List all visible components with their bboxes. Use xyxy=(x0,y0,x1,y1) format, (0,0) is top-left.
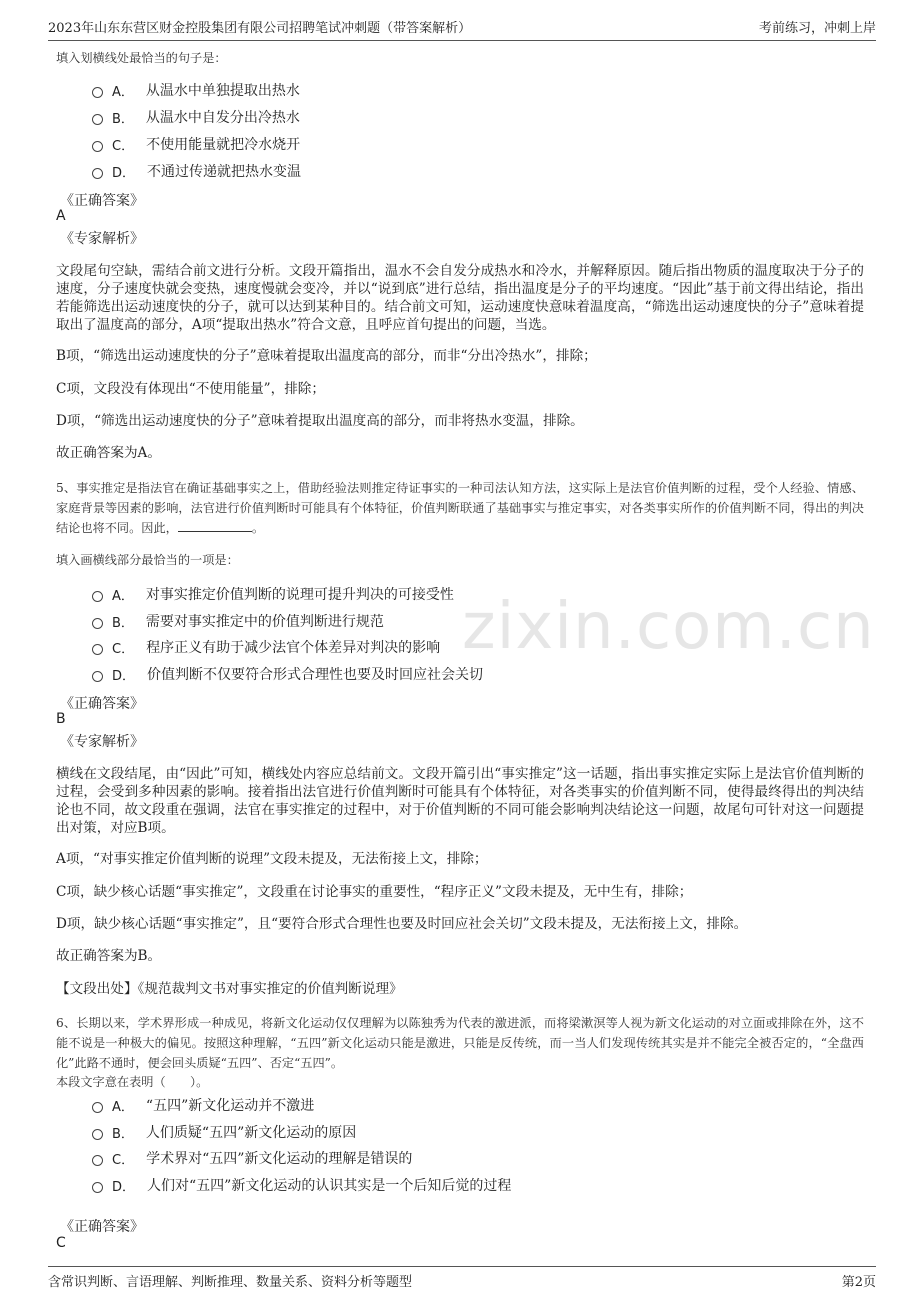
q5-prompt: 填入画横线部分最恰当的一项是： xyxy=(56,553,239,567)
radio-icon[interactable] xyxy=(92,618,103,629)
q6-option-c[interactable]: C． 学术界对“五四”新文化运动的理解是错误的 xyxy=(92,1148,412,1168)
q4-option-b[interactable]: B． 从温水中自发分出冷热水 xyxy=(92,107,300,127)
radio-icon[interactable] xyxy=(92,114,103,125)
page-footer xyxy=(48,1266,876,1290)
q6-option-b[interactable]: B． 人们质疑“五四”新文化运动的原因 xyxy=(92,1122,356,1142)
radio-icon[interactable] xyxy=(92,591,103,602)
q5-analysis-p1: 横线在文段结尾，由“因此”可知，横线处内容应总结前文。文段开篇引出“事实推定”这一话题，指出事实推定实际上是法官价值判断的过程，会受到多种因素的影响。接着指出法官进行价值判断时可能具有个体特征，对各类事实的价值判断不同，使得最终得出的判决结论也不同，故文段重在强调，法官在事实推定的过程中，对于价值判断的不同可能会影响判决结论这一问题，故尾句可针对这一问题提出对策，对应B项。 xyxy=(56,766,864,836)
q5-analysis-p2: A项，“对事实推定价值判断的说理”文段未提及，无法衔接上文，排除； xyxy=(56,851,488,867)
q6-option-d[interactable]: D． 人们对“五四”新文化运动的认识其实是一个后知后觉的过程 xyxy=(92,1175,511,1195)
q5-source: 【文段出处】《规范裁判文书对事实推定的价值判断说理》 xyxy=(56,981,403,997)
q4-option-d[interactable]: D． 不通过传递就把热水变温 xyxy=(92,161,301,181)
radio-icon[interactable] xyxy=(92,1102,103,1113)
q5-option-b[interactable]: B． 需要对事实推定中的价值判断进行规范 xyxy=(92,611,384,631)
q6-answer: C xyxy=(56,1235,66,1251)
q5-analysis-p4: D项，缺少核心话题“事实推定”，且“要符合形式合理性也要及时回应社会关切”文段未提及，无法衔接上文，排除。 xyxy=(56,916,748,932)
radio-icon[interactable] xyxy=(92,1129,103,1140)
q5-option-d[interactable]: D． 价值判断不仅要符合形式合理性也要及时回应社会关切 xyxy=(92,664,483,684)
radio-icon[interactable] xyxy=(92,1155,103,1166)
q5-answer: B xyxy=(56,711,66,727)
q5-analysis-p5: 故正确答案为B。 xyxy=(56,948,162,964)
footer-description: 含常识判断、言语理解、判断推理、数量关系、资料分析等题型 xyxy=(48,1275,413,1290)
radio-icon[interactable] xyxy=(92,87,103,98)
watermark: zixin.com.cn xyxy=(462,590,875,664)
answer-blank xyxy=(178,531,252,532)
radio-icon[interactable] xyxy=(92,671,103,682)
q4-option-a[interactable]: A． 从温水中单独提取出热水 xyxy=(92,80,300,100)
q4-answer-label: 《正确答案》 xyxy=(60,193,144,209)
q5-answer-label: 《正确答案》 xyxy=(60,696,144,712)
q5-analysis-label: 《专家解析》 xyxy=(60,734,144,750)
radio-icon[interactable] xyxy=(92,141,103,152)
q4-answer: A xyxy=(56,208,66,224)
q4-analysis-p3: C项，文段没有体现出“不使用能量”，排除； xyxy=(56,381,325,397)
q5-option-a[interactable]: A． 对事实推定价值判断的说理可提升判决的可接受性 xyxy=(92,584,454,604)
header-slogan: 考前练习，冲刺上岸 xyxy=(758,21,876,36)
q5-analysis-p3: C项，缺少核心话题“事实推定”，文段重在讨论事实的重要性，“程序正义”文段未提及，无中生有，排除； xyxy=(56,884,693,900)
q4-analysis-p4: D项，“筛选出运动速度快的分子”意味着提取出温度高的部分，而非将热水变温，排除。 xyxy=(56,413,584,429)
q6-prompt: 本段文字意在表明（ ）。 xyxy=(56,1075,209,1089)
q4-prompt: 填入划横线处最恰当的句子是： xyxy=(56,51,227,65)
q6-stem: 6、长期以来，学术界形成一种成见，将新文化运动仅仅理解为以陈独秀为代表的激进派，而将梁漱溟等人视为新文化运动的对立面或排除在外，这不能不说是一种极大的偏见。按照这种理解，“五四”新文化运动只能是激进，只能是反传统，而一当人们发现传统其实是并不能完全被否定的，“全盘西化”此路不通时，便会回头质疑“五四”、否定“五四”。 xyxy=(56,1016,864,1070)
q6-answer-label: 《正确答案》 xyxy=(60,1219,144,1235)
q6-option-a[interactable]: A． “五四”新文化运动并不激进 xyxy=(92,1095,314,1115)
q4-analysis-p2: B项，“筛选出运动速度快的分子”意味着提取出温度高的部分，而非“分出冷热水”，排除； xyxy=(56,348,597,364)
q4-analysis-p5: 故正确答案为A。 xyxy=(56,445,161,461)
q4-analysis-label: 《专家解析》 xyxy=(60,231,144,247)
radio-icon[interactable] xyxy=(92,168,103,179)
page-header xyxy=(48,0,876,41)
radio-icon[interactable] xyxy=(92,1182,103,1193)
radio-icon[interactable] xyxy=(92,644,103,655)
document-title: 2023年山东东营区财金控股集团有限公司招聘笔试冲刺题（带答案解析） xyxy=(48,21,472,36)
q4-option-c[interactable]: C． 不使用能量就把冷水烧开 xyxy=(92,134,300,154)
page-number: 第2页 xyxy=(841,1275,876,1290)
q5-option-c[interactable]: C． 程序正义有助于减少法官个体差异对判决的影响 xyxy=(92,637,440,657)
q4-analysis-p1: 文段尾句空缺，需结合前文进行分析。文段开篇指出，温水不会自发分成热水和冷水，并解释原因。随后指出物质的温度取决于分子的速度，分子速度快就会变热，速度慢就会变冷，并以“说到底”进行总结，指出温度是分子的平均速度。“因此”基于前文得出结论，指出若能筛选出运动速度快的分子，就可以达到某种目的。结合前文可知，运动速度快意味着温度高，“筛选出运动速度快的分子”意味着提取出了温度高的部分，A项“提取出热水”符合文意，且呼应首句提出的问题，当选。 xyxy=(56,263,864,333)
q5-stem: 5、事实推定是指法官在确证基础事实之上，借助经验法则推定待证事实的一种司法认知方法，这实际上是法官价值判断的过程，受个人经验、情感、家庭背景等因素的影响，法官进行价值判断时可能具有个体特征，价值判断联通了基础事实与推定事实，对各类事实所作的价值判断不同，得出的判决结论也将不同。因此， 。 xyxy=(56,481,864,535)
